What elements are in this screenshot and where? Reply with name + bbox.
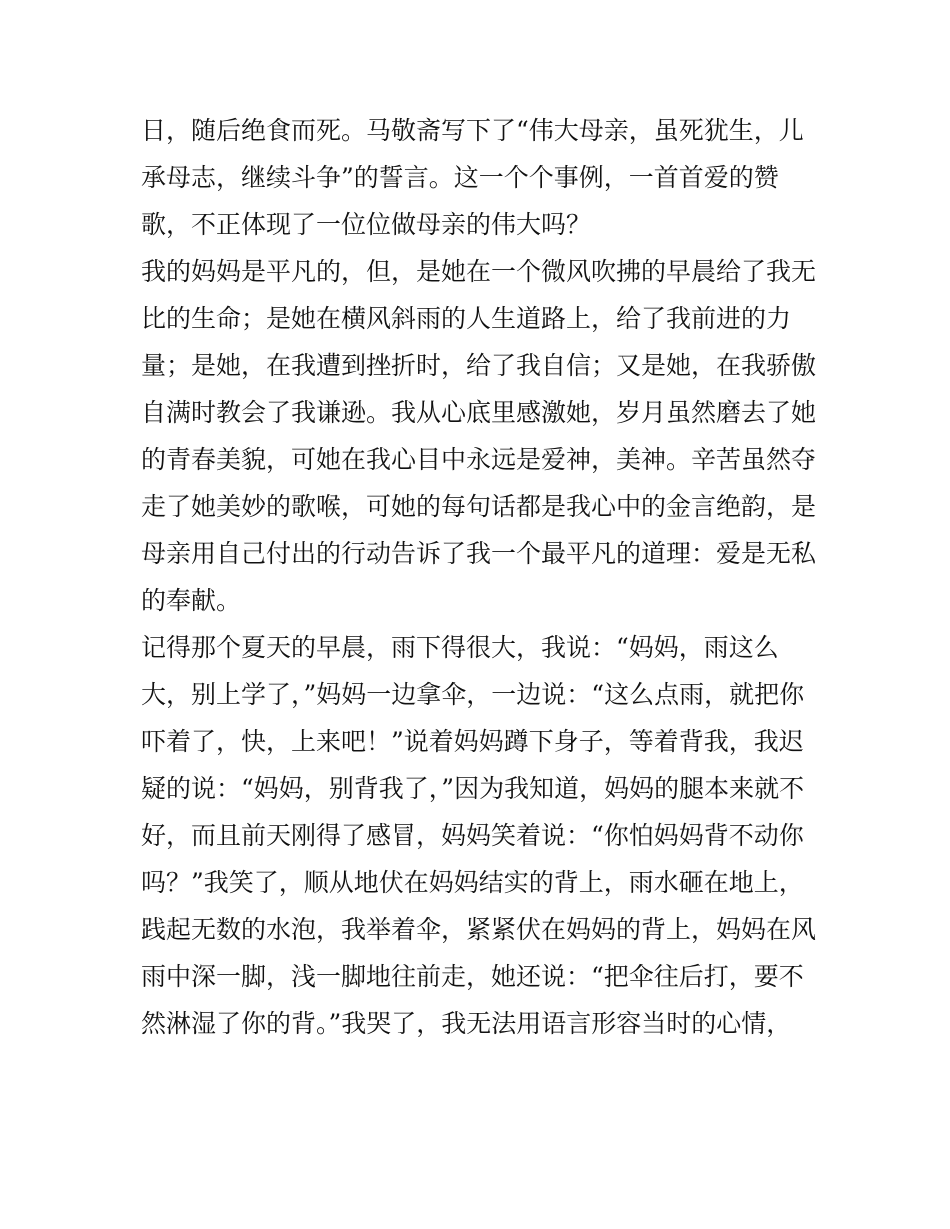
text-line: 日，随后绝食而死。马敬斋写下了“伟大母亲，虽死犹生，儿 [141,116,804,145]
text-line: 比的生命；是她在横风斜雨的人生道路上，给了我前进的力 [141,304,792,333]
text-line: 的青春美貌，可她在我心目中永远是爱神，美神。辛苦虽然夺 [141,445,817,474]
text-line: 量；是她，在我遭到挫折时，给了我自信；又是她，在我骄傲 [141,351,817,380]
text-line: 吓着了，快，上来吧！”说着妈妈蹲下身子，等着背我，我迟 [141,727,804,756]
text-line: 践起无数的水泡，我举着伞，紧紧伏在妈妈的背上，妈妈在风 [141,915,817,944]
text-line: 大，别上学了，”妈妈一边拿伞，一边说：“这么点雨，就把你 [141,680,805,709]
text-line: 我的妈妈是平凡的，但，是她在一个微风吹拂的早晨给了我无 [141,257,817,286]
text-line: 雨中深一脚，浅一脚地往前走，她还说：“把伞往后打，要不 [141,962,804,991]
body-text [141,107,821,1047]
text-line: 的奉献。 [141,586,242,615]
text-line: 承母志，继续斗争”的誓言。这一个个事例，一首首爱的赞 [141,163,779,192]
text-line: 疑的说：“妈妈，别背我了，”因为我知道，妈妈的腿本来就不 [141,774,805,803]
text-line: 吗？”我笑了，顺从地伏在妈妈结实的背上，雨水砸在地上， [141,868,804,897]
text-line: 歌，不正体现了一位位做母亲的伟大吗？ [141,210,592,239]
text-line: 然淋湿了你的背。”我哭了，我无法用语言形容当时的心情， [141,1009,792,1038]
text-line: 好，而且前天刚得了感冒，妈妈笑着说：“你怕妈妈背不动你 [141,821,804,850]
text-line: 自满时教会了我谦逊。我从心底里感激她，岁月虽然磨去了她 [141,398,817,427]
text-line: 母亲用自己付出的行动告诉了我一个最平凡的道理：爱是无私 [141,539,817,568]
text-line: 走了她美妙的歌喉，可她的每句话都是我心中的金言绝韵，是 [141,492,817,521]
text-line: 记得那个夏天的早晨，雨下得很大，我说：“妈妈，雨这么 [141,633,779,662]
